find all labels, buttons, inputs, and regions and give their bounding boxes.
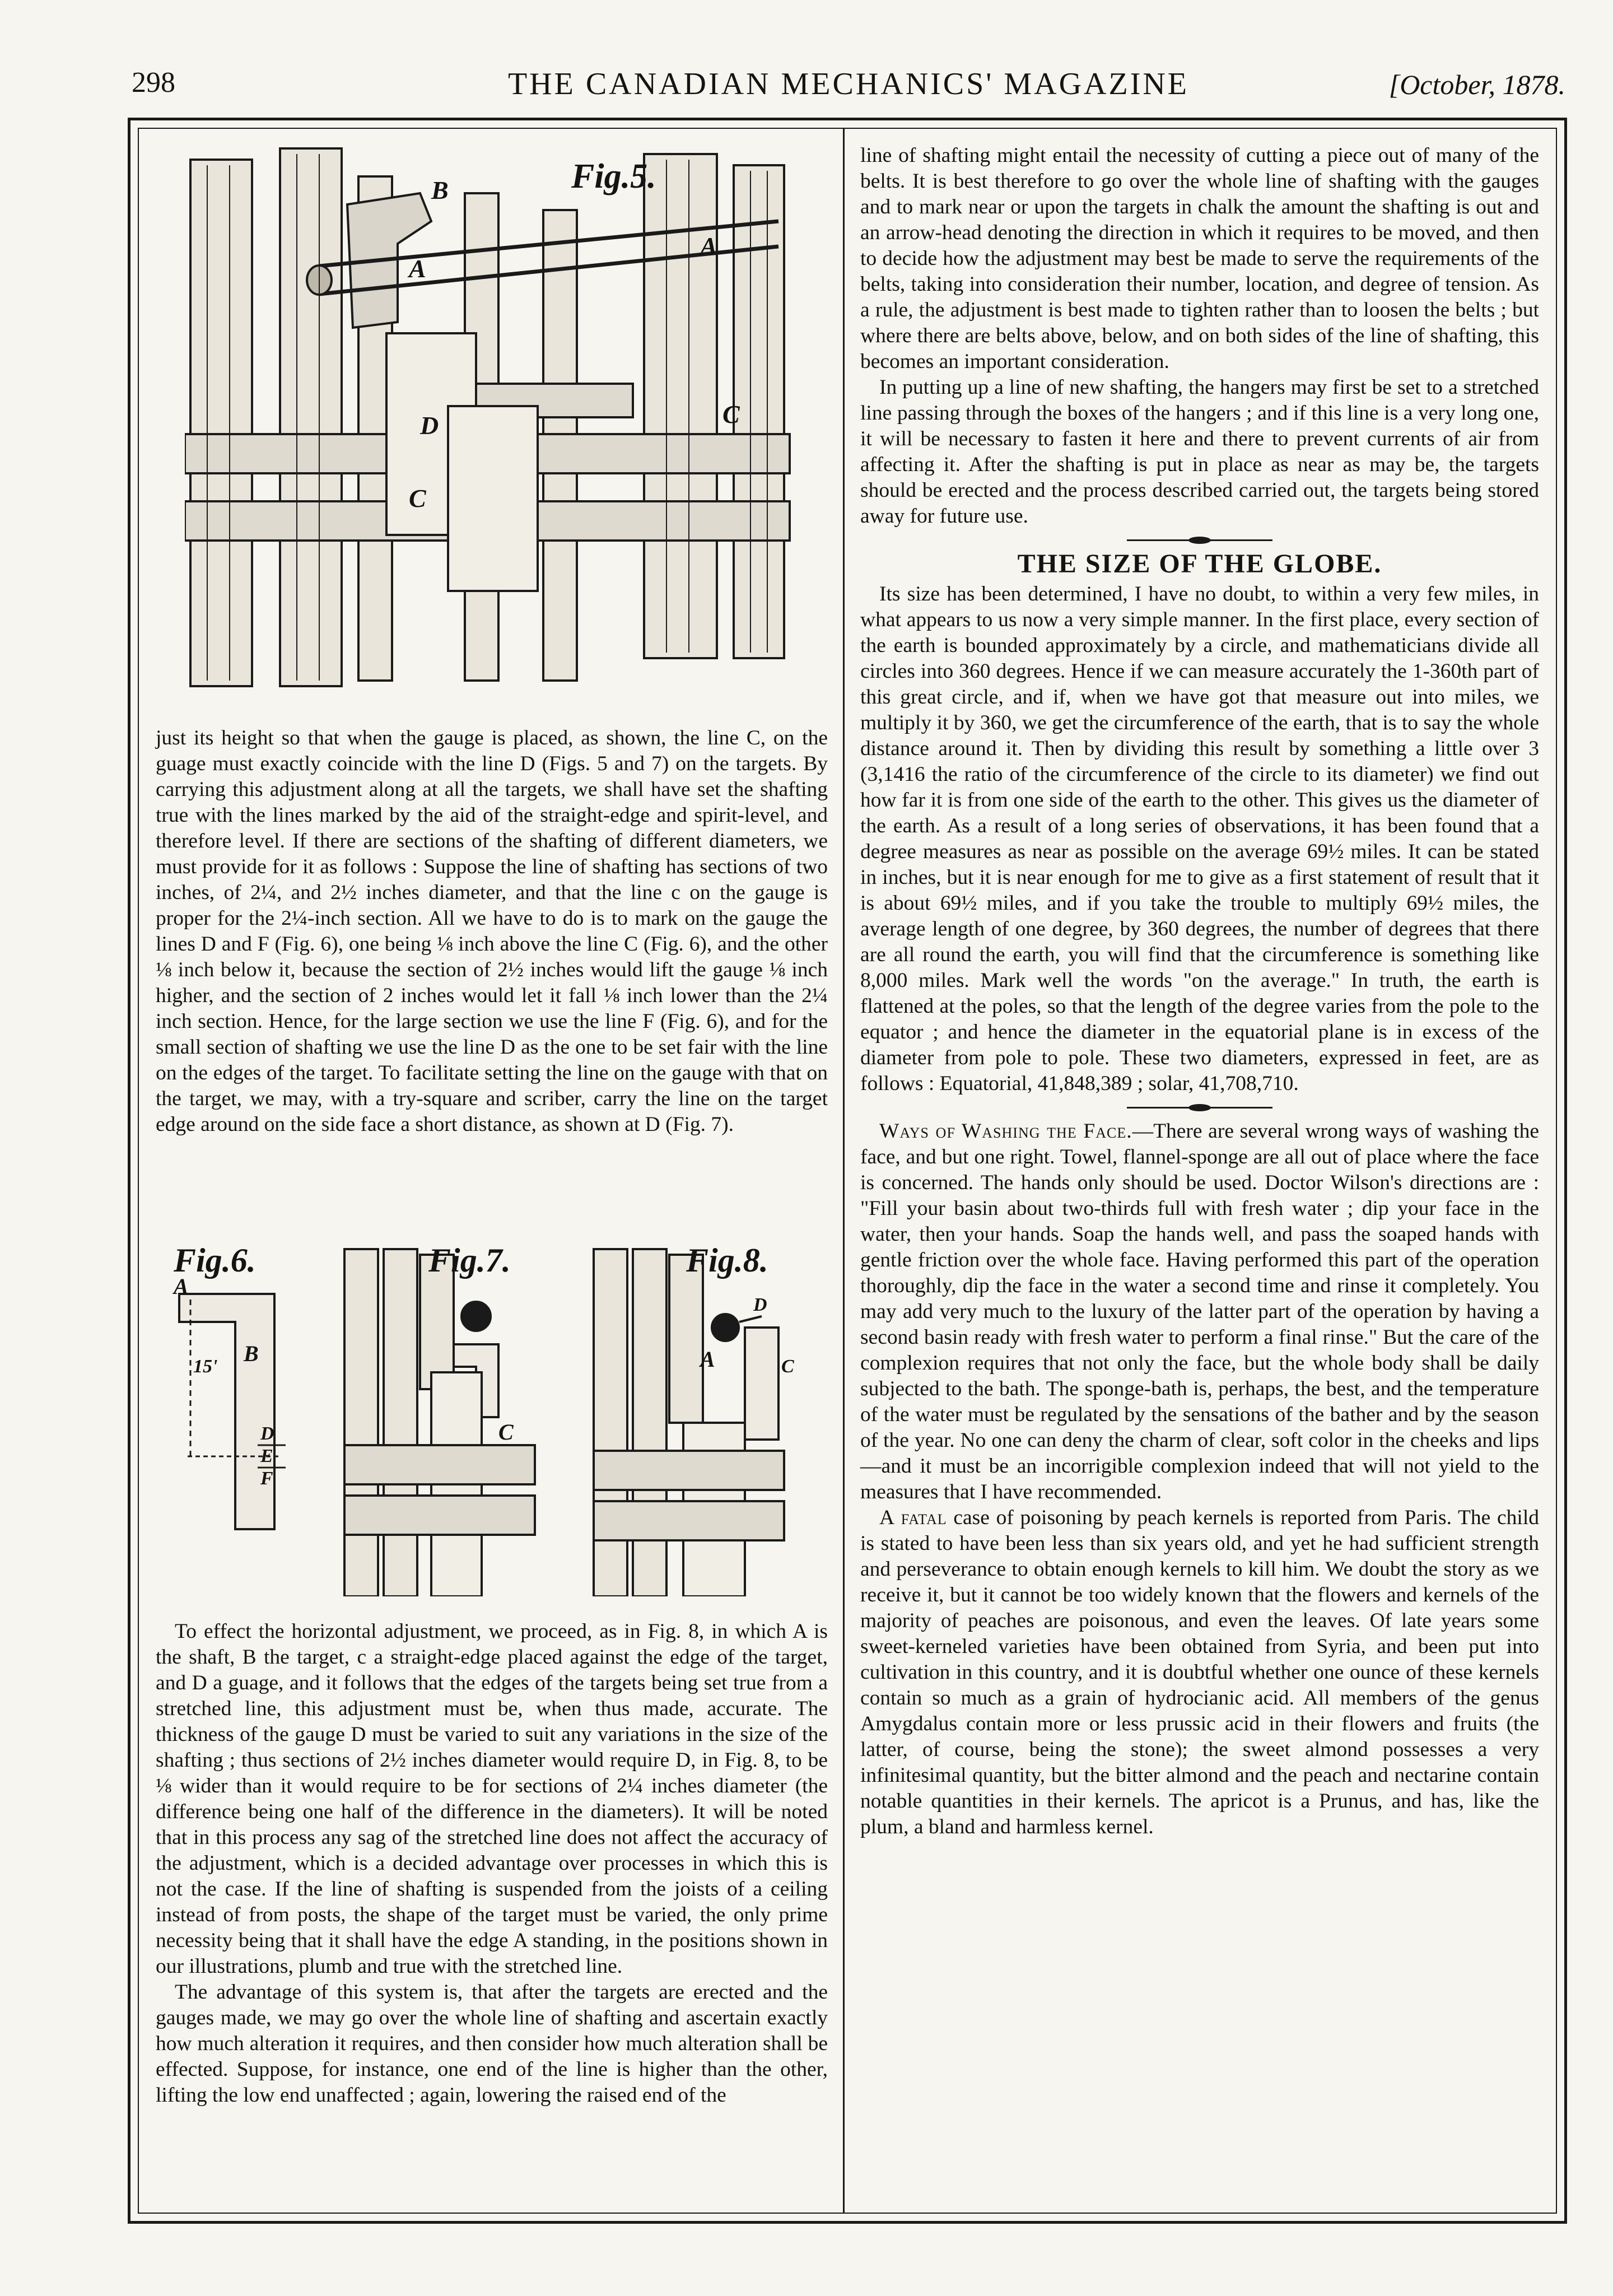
right-column (860, 143, 1539, 1840)
fig6-letter-e: E (260, 1446, 273, 1466)
fig7-letter-c: C (498, 1419, 514, 1445)
fig6-letter-f: F (260, 1468, 273, 1489)
globe-section-title: THE SIZE OF THE GLOBE. (1017, 549, 1382, 579)
shafting-paragraph-3: The advantage of this system is, that after the targets are erected and the gauges made, we may go over the whole line of shafting and ascertain exactly how much alteration it requires, and then consider how much alteration shall be effected. Suppose, for instance, one end of the line is higher than the other, lifting the low end unaffected ; again, lowering the raised end of the (156, 1981, 828, 2107)
washing-paragraph (860, 1119, 1539, 1505)
fig5-letter-b: B (431, 176, 449, 204)
shafting-paragraph-5: In putting up a line of new shafting, the hangers may first be set to a stretched line passing through the boxes of the hangers ; and if this line is a very long one, it will be necessary to fasten it here and there to prevent currents of air from affecting it. After the shafting is put in place as near as may be, the targets should be erected and the process described carried out, the targets being stored away for future use. (860, 376, 1539, 528)
fig5-letter-c-right: C (722, 400, 740, 429)
fig8-letter-c: C (781, 1356, 794, 1377)
section-divider-line (1127, 1107, 1272, 1109)
globe-paragraph: Its size has been determined, I have no doubt, to within a very few miles, in what appears to us now a very simple manner. In the first place, every section of the earth is bounded approximately by a circle, and mathematicians divide all circles into 360 degrees. Hence if we can measure accurately the 1-360th part of this great circle, and if, when we have got that measure out into miles, we multiply it by 360, we get the circumference of the earth, that is to say the whole distance around it. Then by dividing this result by something a little over 3 (3,1416 the ratio of the circumference of the circle to its diameter) we find out how far it is from one side of the earth to the other. This gives us the diameter of the earth. As a result of a long series of observations, it has been found that a degree measures as near as possible on the average 69½ miles. It can be stated in inches, but it is near enough for me to give as a first statement of result that it is about 69½ miles, and if you take the trouble to multiply 69½ miles, the average length of one degree, by 360 degrees, the number of degrees that there are all round the earth, you will find that the circumference is something like 8,000 miles. Mark well the words "on the average." In truth, the earth is flattened at the poles, so that the length of the degree varies from the pole to the equator ; and hence the diameter in the equatorial plane is in excess of the diameter from pole to pole. These two diameters, expressed in feet, are as follows : Equatorial, 41,848,389 ; solar, 41,708,710. (860, 583, 1539, 1095)
fig6-dimension: 15' (193, 1356, 218, 1377)
fig5-letter-c-left: C (409, 484, 426, 513)
fig8-label: Fig.8. (686, 1242, 768, 1279)
fig5-letter-d: D (420, 411, 439, 440)
fig6-letter-b: B (244, 1341, 259, 1366)
column-rule (843, 128, 845, 2214)
fig5-letter-a-left: A (409, 254, 426, 283)
fig5-letter-a-right: A (700, 232, 717, 260)
fig5-label: Fig.5. (571, 157, 656, 195)
washing-text: —There are several wrong ways of washing the face, and but one right. Towel, flannel-sponge are all out of place where the face is concerned. The hands only should be used. Doctor Wilson's directions are : "Fill your basin about two-thirds full with fresh water ; dip your face in the water, then your hands. Soap the hands well, and pass the soaped hands with gentle friction over the whole face. Having performed this part of the operation thoroughly, dip the face in the water a second time and rinse it completely. You may add very much to the luxury of the latter part of the operation by having a second basin ready with fresh water to perform a final rinse." But the care of the complexion requires that not only the face, but the whole body shall be daily subjected to the bath. The sponge-bath is, perhaps, the best, and the temperature of the water must be regulated by the sensations of the bather and by the season of the year. No one can deny the charm of clear, soft color in the cheeks and lips —and it must be an incorrigible complexion indeed that will not yield to the measures that I have recommended. (860, 1120, 1539, 1503)
shafting-paragraph-1: just its height so that when the gauge is placed, as shown, the line C, on the guage must exactly coincide with the line D (Figs. 5 and 7) on the targets. By carrying this adjustment along at all the targets, we shall have set the shafting true with the lines marked by the aid of the straight-edge and spirit-level, and therefore level. If there are sections of the shafting of different diameters, we must provide for it as follows : Suppose the line of shafting has sections of two inches, of 2¼, and 2½ inches diameter, and that the line c on the gauge is proper for the 2¼-inch section. All we have to do is to mark on the gauge the lines D and F (Fig. 6), one being ⅛ inch above the line C (Fig. 6), and the other ⅛ inch below it, because the section of 2½ inches would lift the gauge ⅛ inch higher, and the section of 2 inches would let it fall ⅛ inch lower than the 2¼ inch section. Hence, for the large section we use the line F (Fig. 6), and for the small section of shafting we use the line D as the one to be set fair with the line on the edges of the target. To facilitate setting the line on the gauge with that on the target, we may, with a try-square and scriber, carry the line on the target edge around on the side face a short distance, as shown at D (Fig. 7). (156, 726, 828, 1136)
peach-text: case of poisoning by peach kernels is reported from Paris. The child is stated to have been less than six years old, and yet he had sufficient strength and perseverance to obtain enough kernels to kill him. We doubt the story as we receive it, but it cannot be too widely known that the flowers and kernels of the majority of peaches are poisonous, and even the leaves. Of late years some sweet-kerneled varieties have been obtained from Syria, and been put into cultivation in this country, and it is doubtful whether one ounce of these kernels contain so much as a grain of hydrocianic acid. All members of the genus Amygdalus contain more or less prussic acid in their flowers and fruits (the latter, of course, being the stone); the sweet almond possesses a very infinitesimal quantity, but the bitter almond and the peach and nectarine contain notable quantities in their kernels. The apricot is a Prunus, and has, like the plum, a bland and harmless kernel. (860, 1506, 1539, 1838)
issue-date: [October, 1878. (1388, 69, 1565, 100)
shafting-paragraph-2: To effect the horizontal adjustment, we proceed, as in Fig. 8, in which A is the shaft, B the target, c a straight-edge placed against the edge of the target, and D a guage, and it follows that the edges of the targets being set true from a stretched line, this adjustment must be, when thus made, accurate. The thickness of the gauge D must be varied to suit any variations in the size of the shafting ; thus sections of 2½ inches diameter would require D, in Fig. 8, to be ⅛ wider than it would require to be for sections of 2¼ inches diameter (the difference being one half of the difference in the diameters). It will be noted that in this process any sag of the stretched line does not affect the accuracy of the adjustment, which is a decided advantage over processes in which this is not the case. If the line of shafting is suspended from the joists of a ceiling instead of from posts, the shape of the target must be varied, the only prime necessity being that it shall have the edge A standing, in the positions shown in our illustrations, plumb and true with the stretched line. (156, 1620, 828, 1978)
fig8-letter-a: A (700, 1347, 715, 1372)
fig6-label: Fig.6. (174, 1242, 256, 1279)
peach-lead: A fatal (879, 1506, 947, 1529)
left-column-lower (156, 1619, 828, 2108)
fig7-label: Fig.7. (428, 1242, 511, 1279)
running-header (132, 66, 1565, 113)
fig6-letter-d: D (260, 1423, 274, 1444)
magazine-title: THE CANADIAN MECHANICS' MAGAZINE (507, 67, 1190, 101)
section-divider-ornament (1127, 539, 1272, 541)
figures-6-7-8-illustration (162, 1238, 818, 1596)
washing-heading: Ways of Washing the Face. (879, 1120, 1132, 1143)
fig6-letter-a: A (174, 1274, 189, 1299)
fig8-letter-d: D (753, 1294, 767, 1315)
figure-5-illustration (185, 143, 801, 703)
shafting-paragraph-4: line of shafting might entail the necessity of cutting a piece out of many of the belts. It is best therefore to go over the whole line of shafting with the gauges and to mark near or upon the targets in chalk the amount the shafting is out and an arrow-head denoting the direction in which it requires to be moved, and then to decide how the adjustment may best be made to serve the requirements of the belts, taking into consideration their number, location, and degree of tension. As a rule, the adjustment is best made to tighten rather than to loosen the belts ; but where there are belts above, below, and on both sides of the line of shafting, this becomes an important consideration. (860, 144, 1539, 373)
peach-paragraph (860, 1505, 1539, 1840)
page-number: 298 (132, 67, 175, 99)
left-column-upper (156, 725, 828, 1138)
